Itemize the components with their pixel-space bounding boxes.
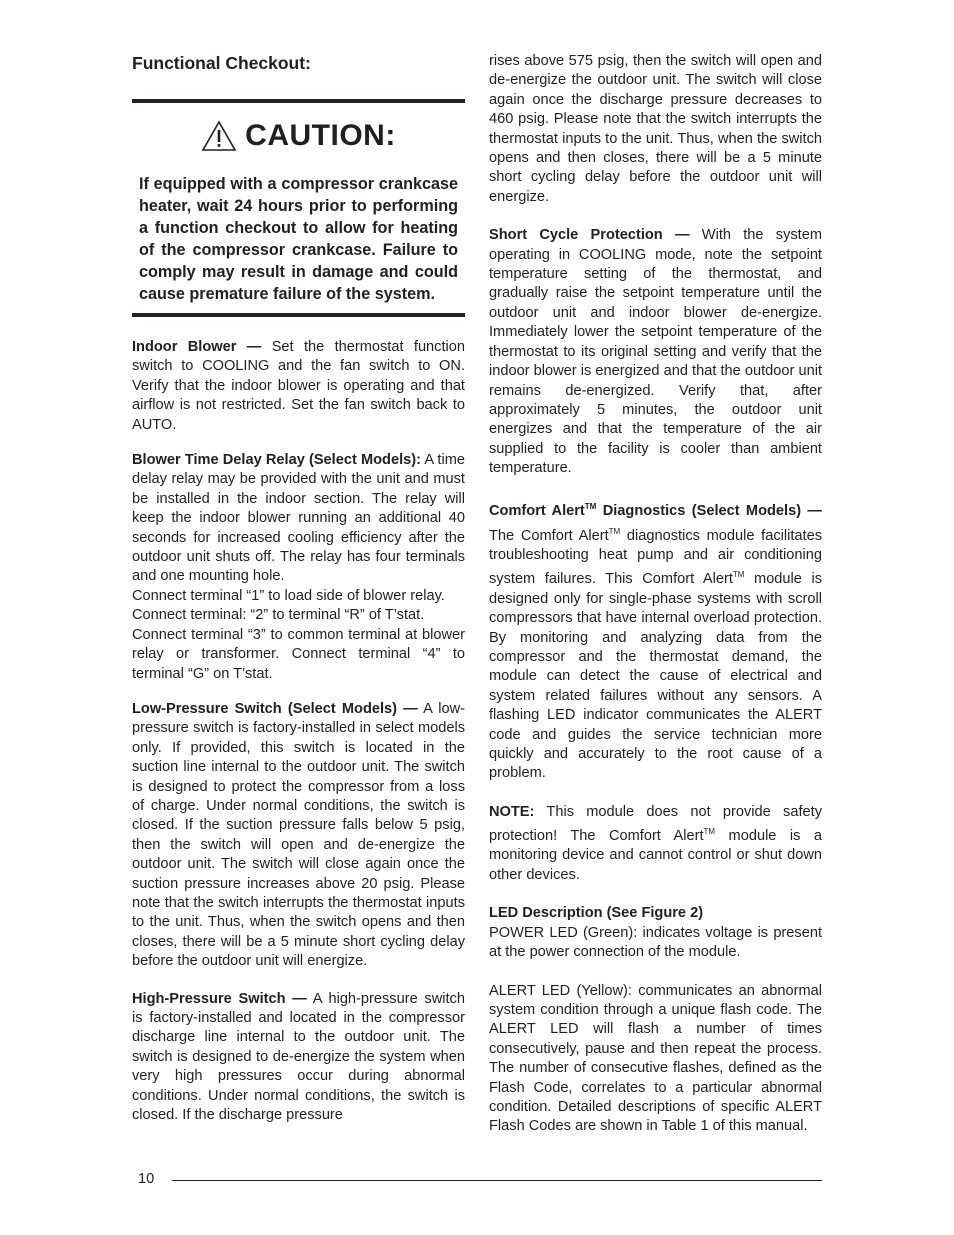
caution-bottom-rule: [132, 313, 465, 317]
page-number: 10: [138, 1171, 155, 1187]
note-paragraph: [489, 803, 822, 885]
short-cycle-label: Short Cycle Protection —: [489, 227, 690, 244]
comfort-alert-text-b: diagnostics module facilitates troubleshooting heat pump and air conditioning system failures. This Comfort Alert: [489, 527, 822, 588]
high-pressure-text: A high-pressure switch is factory-installed and located in the compressor discharge line internal to the outdoor unit. The switch is designed to de-energize the system when very high pressures occur during abnormal conditions. Under normal conditions, the switch is closed. If the discharge pressure: [132, 990, 465, 1124]
blower-delay-text: A time delay relay may be provided with the unit and must be installed in the indoor section. The relay will keep the indoor blower running an additional 40 seconds for increased cooling efficiency after the outdoor unit shuts off. The relay has four terminals and one mounting hole.: [132, 452, 465, 585]
blower-delay-label: Blower Time Delay Relay (Select Models):: [132, 452, 421, 469]
comfort-alert-text-c: module is designed only for single-phase systems with scroll compressors that have internal overload protection. By monitoring and analyzing data from the compressor and the thermostat demand, the module can detect the cause of electrical and system related failures without any sensors. A flashing LED indicator communicates the ALERT code and guides the service technician more quickly and accurately to the root cause of a problem.: [489, 571, 822, 782]
trademark-mark: TM: [608, 526, 621, 536]
low-pressure-text: A low-pressure switch is factory-installed in select models only. If provided, this switch is located in the suction line internal to the outdoor unit. The switch is designed to protect the compressor from a loss of charge. Under normal conditions, the switch is closed. If the suction pressure falls below 5 psig, then the switch will open and de-energize the outdoor unit. The switch will close again once the suction pressure increases above 20 psig. Please note that the switch interrupts the thermostat inputs to the unit. Thus, when the switch opens and then closes, there will be a 5 minute short cycling delay before the outdoor unit will energize.: [132, 700, 465, 970]
low-pressure-label: Low-Pressure Switch (Select Models) —: [132, 700, 418, 717]
blower-delay-line2: Connect terminal: “2” to terminal “R” of T’stat.: [132, 607, 425, 624]
caution-box: [132, 99, 465, 317]
footer-rule: [172, 1180, 822, 1181]
right-body: [489, 52, 822, 1137]
warning-triangle-icon: [201, 120, 237, 152]
trademark-mark: TM: [703, 827, 716, 837]
comfort-alert-label: [489, 503, 822, 519]
trademark-mark: TM: [584, 502, 597, 512]
section-heading: Functional Checkout:: [132, 53, 311, 73]
trademark-mark: TM: [732, 570, 745, 580]
comfort-alert-text-a: The Comfort Alert: [489, 527, 609, 544]
power-led-text: POWER LED (Green): indicates voltage is present at the power connection of the module.: [489, 924, 822, 961]
note-text-a: This module does not provide safety protection! The Comfort Alert: [489, 803, 822, 845]
note-text-b: module is a monitoring device and cannot control or shut down other devices.: [489, 828, 823, 883]
left-body: [132, 338, 465, 1125]
led-description-label: LED Description (See Figure 2): [489, 905, 704, 922]
short-cycle-paragraph: [489, 226, 822, 478]
led-description-heading: [489, 904, 822, 923]
short-cycle-text: With the system operating in COOLING mode, note the setpoint temperature setting of the thermostat, and gradually raise the setpoint temperature until the outdoor unit and indoor blower de-energize. Immediately lower the setpoint temperature of the thermostat to its original setting and verify that the indoor blower is energized and that the outdoor unit remains de-energized. Verify that, after approximately 5 minutes, the outdoor unit energizes and that the temperature of the air supplied to the facility is cooler than ambient temperature.: [489, 227, 823, 477]
indoor-blower-paragraph: [132, 338, 465, 435]
indoor-blower-text: Set the thermostat function switch to COOLING and the fan switch to ON. Verify that the indoor blower is operating and that airflow is not restricted. Set the fan switch back to AUTO.: [132, 339, 465, 433]
comfort-alert-paragraph: [489, 498, 822, 784]
note-label: NOTE:: [489, 803, 535, 820]
alert-led-text: ALERT LED (Yellow): communicates an abnormal system condition through a unique flash code. The ALERT LED will flash a number of times consecutively, pause and then repeat the process. The number of consecutive flashes, defined as the Flash Code, correlates to a particular abnormal condition. Detailed descriptions of specific ALERT Flash Codes are shown in Table 1 of this manual.: [489, 982, 822, 1135]
low-pressure-paragraph: [132, 700, 465, 972]
caution-title-text: CAUTION:: [245, 119, 396, 152]
high-pressure-label: High-Pressure Switch —: [132, 990, 307, 1007]
indoor-blower-label: Indoor Blower —: [132, 339, 262, 355]
blower-delay-line3: Connect terminal “3” to common terminal at blower relay or transformer. Connect terminal “4” to terminal “G” on T’stat.: [132, 626, 465, 682]
blower-delay-paragraph: [132, 451, 465, 587]
blower-delay-line1: Connect terminal “1” to load side of blower relay.: [132, 587, 445, 604]
caution-text: If equipped with a compressor crankcase heater, wait 24 hours prior to performing a function checkout to allow for heating of the compressor crankcase. Failure to comply may result in damage and could cause premature failure of the system.: [139, 175, 458, 303]
caution-title: [132, 103, 465, 169]
comfort-alert-label-a: Comfort Alert: [489, 503, 585, 520]
high-pressure-paragraph: [132, 990, 465, 1126]
comfort-alert-label-b: Diagnostics (Select Models) —: [596, 503, 822, 520]
high-pressure-continued: rises above 575 psig, then the switch will open and de-energize the outdoor unit. The switch will close again once the discharge pressure decreases to 460 psig. Please note that the switch interrupts the thermostat inputs to the unit. Thus, when the switch opens and then closes, there will be a 5 minute short cycling delay before the outdoor unit will energize.: [489, 53, 822, 205]
